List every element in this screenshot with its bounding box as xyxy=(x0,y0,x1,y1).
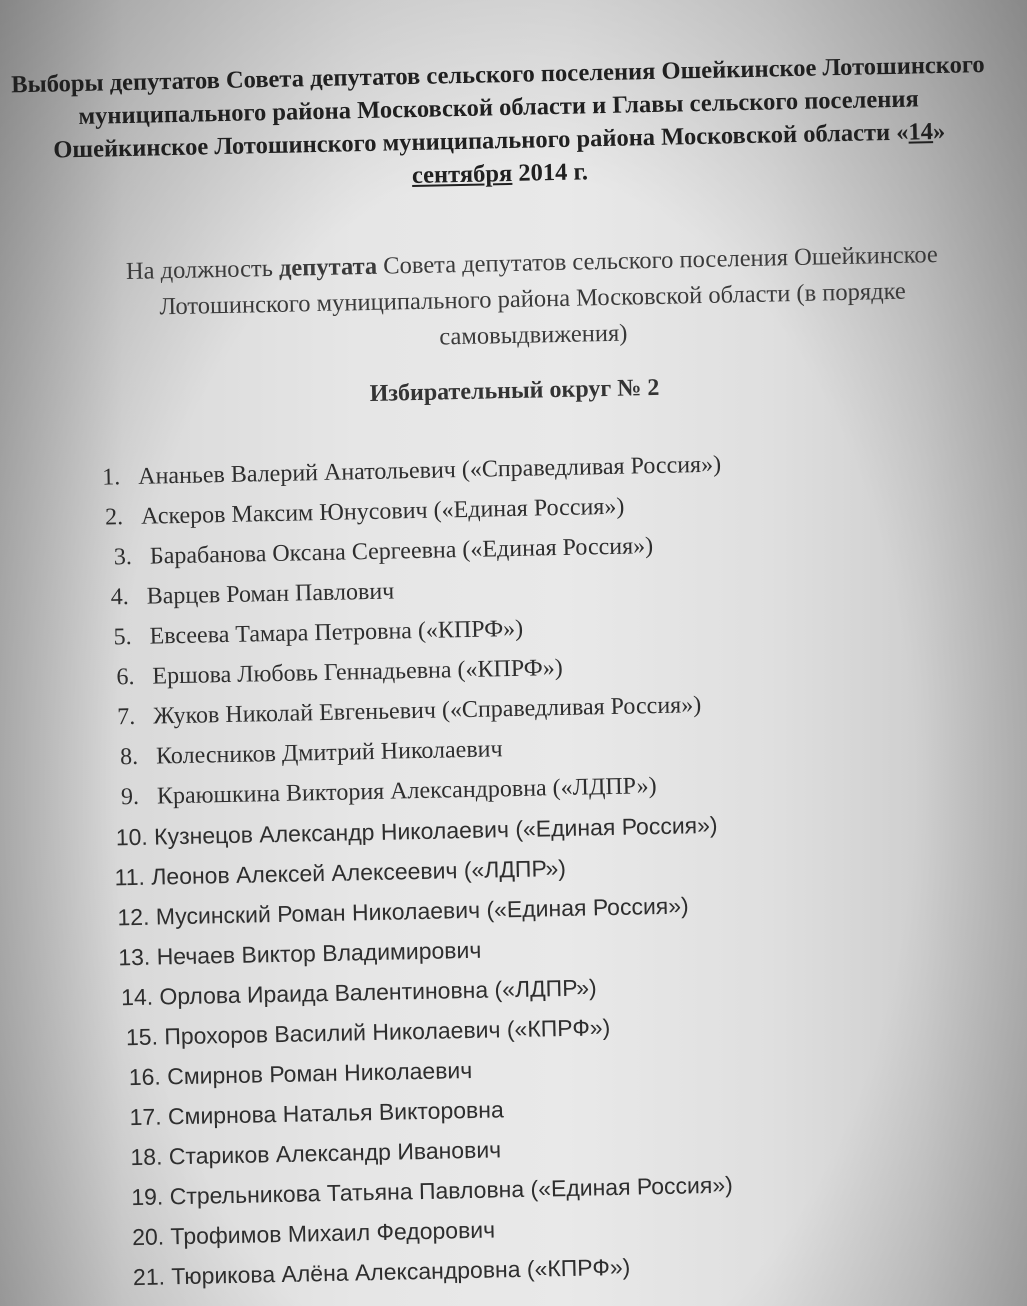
candidate-number: 3. xyxy=(113,543,133,571)
candidate-name: Леонов Алексей Алексеевич («ЛДПР») xyxy=(151,854,567,890)
candidate-name: Кузнецов Александр Николаевич («Единая Россия») xyxy=(153,811,718,850)
candidate-name: Прохоров Василий Николаевич («КПРФ») xyxy=(164,1014,611,1050)
candidate-name: Жуков Николай Евгеньевич («Справедливая Россия») xyxy=(152,692,702,730)
candidate-number: 11. xyxy=(114,863,146,891)
candidate-number: 4. xyxy=(110,584,130,611)
candidate-name: Смирнова Наталья Викторовна xyxy=(167,1096,504,1130)
candidate-name: Смирнов Роман Николаевич xyxy=(166,1056,473,1090)
candidate-number: 15. xyxy=(125,1023,159,1051)
candidate-number: 20. xyxy=(131,1223,165,1251)
candidate-number: 18. xyxy=(130,1143,163,1171)
subtitle-rest: Совета депутатов сельского поселения Ошейкинское Лотошинского муниципального района Московской области (в порядке самовыдвижения) xyxy=(159,241,939,351)
candidate-number: 8. xyxy=(119,743,139,771)
title-text: Выборы депутатов Совета депутатов сельского поселения Ошейкинское Лотошинского муниципального района Московской области и Главы сельского поселения Ошейкинское Лотошинского муниципального района Московской области « xyxy=(10,51,985,164)
candidate-number: 6. xyxy=(116,663,135,691)
subtitle-bold: депутата xyxy=(278,252,378,282)
candidate-list xyxy=(102,442,1019,1301)
candidate-name: Тюрикова Алёна Александровна («КПРФ») xyxy=(171,1253,631,1290)
candidate-name: Стрельникова Татьяна Павловна («Единая Россия») xyxy=(169,1171,734,1210)
candidate-number: 17. xyxy=(129,1103,162,1131)
candidate-number: 10. xyxy=(115,823,149,851)
candidate-name: Варцев Роман Павлович xyxy=(146,578,395,610)
candidate-number: 2. xyxy=(104,504,124,531)
title-month: сентября xyxy=(411,159,513,190)
document-title xyxy=(8,48,991,200)
candidate-name: Стариков Александр Иванович xyxy=(168,1136,502,1170)
subtitle-start: На должность xyxy=(125,254,280,286)
title-quote: » xyxy=(932,117,946,146)
candidate-name: Ершова Любовь Геннадьевна («КПРФ») xyxy=(152,654,564,690)
candidate-name: Ананьев Валерий Анатольевич («Справедливая Россия») xyxy=(137,451,722,490)
candidate-name: Трофимов Михаил Федорович xyxy=(170,1216,496,1250)
candidate-name: Колесников Дмитрий Николаевич xyxy=(155,736,503,770)
candidate-name: Мусинский Роман Николаевич («Единая Россия») xyxy=(155,892,689,930)
candidate-number: 5. xyxy=(113,623,132,651)
position-subtitle xyxy=(92,236,974,362)
candidate-number: 1. xyxy=(101,464,121,491)
candidate-number: 13. xyxy=(118,943,151,971)
candidate-name: Краюшкина Виктория Александровна («ЛДПР») xyxy=(156,773,657,810)
title-year: 2014 г. xyxy=(511,158,589,187)
candidate-number: 14. xyxy=(120,983,154,1011)
candidate-number: 16. xyxy=(128,1063,162,1091)
candidate-name: Барабанова Оксана Сергеевна («Единая Россия») xyxy=(149,533,654,570)
candidate-name: Евсеева Тамара Петровна («КПРФ») xyxy=(149,615,524,650)
title-day: 14 xyxy=(908,118,934,146)
candidate-name: Нечаев Виктор Владимирович xyxy=(156,936,482,970)
candidate-number: 21. xyxy=(132,1263,166,1291)
candidate-number: 12. xyxy=(117,903,150,931)
candidate-name: Орлова Ираида Валентиновна («ЛДПР») xyxy=(159,974,597,1010)
candidate-name: Аскеров Максим Юнусович («Единая Россия») xyxy=(140,493,625,530)
district-heading: Избирательный округ № 2 xyxy=(369,374,660,407)
candidate-number: 7. xyxy=(116,703,136,731)
candidate-number: 9. xyxy=(120,783,140,811)
candidate-number: 19. xyxy=(131,1183,164,1211)
